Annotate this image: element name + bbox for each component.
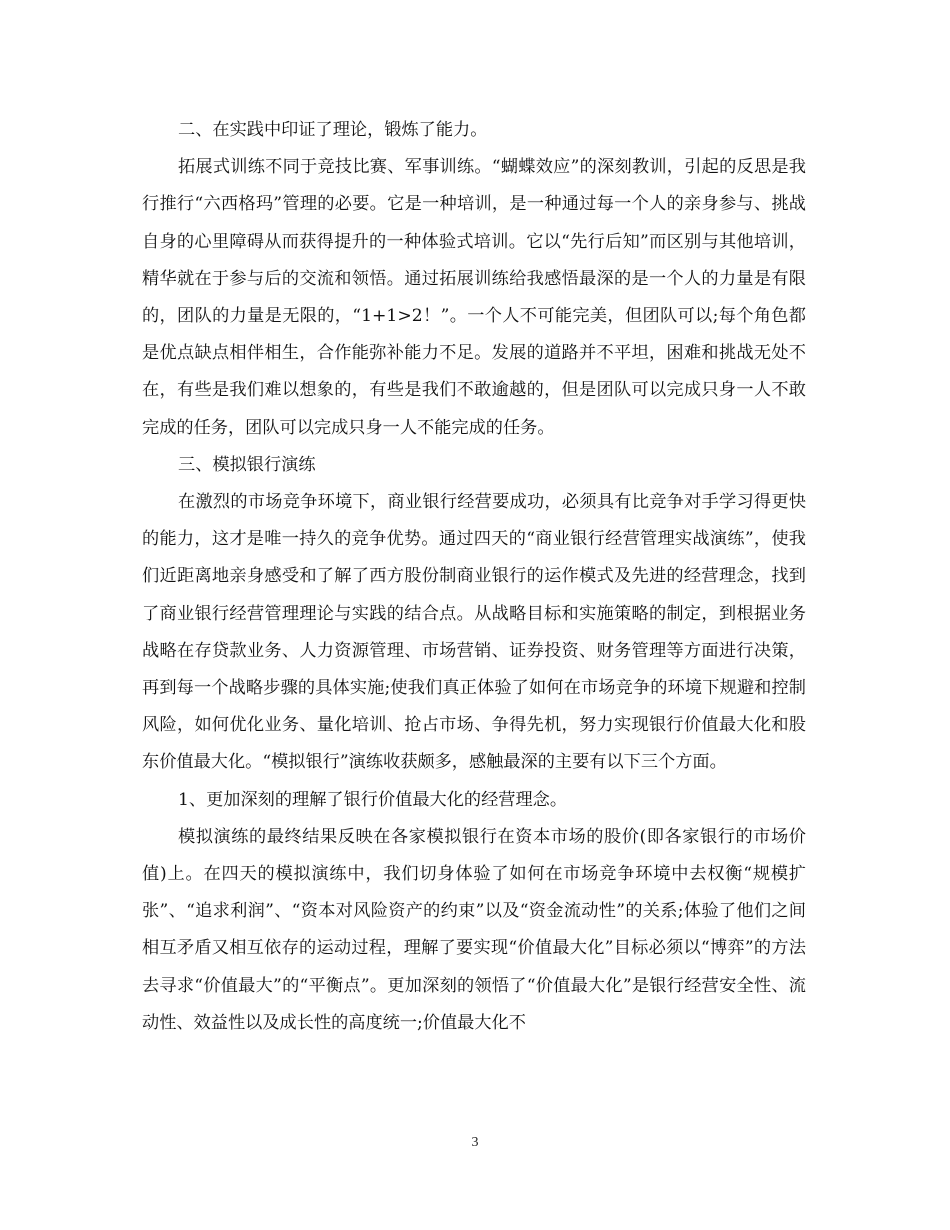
paragraph-simulated-banking: 在激烈的市场竞争环境下，商业银行经营要成功，必须具有比竞争对手学习得更快的能力，这才是唯一持久的竞争优势。通过四天的“商业银行经营管理实战演练”，使我们近距离地亲身感受和了解了西方股份制商业银行的运作模式及先进的经营理念，找到了商业银行经营管理理论与实践的结合点。从战略目标和实施策略的制定，到根据业务战略在存贷款业务、人力资源管理、市场营销、证券投资、财务管理等方面进行决策，再到每一个战略步骤的具体实施;使我们真正体验了如何在市场竞争的环境下规避和控制风险，如何优化业务、量化培训、抢占市场、争得先机，努力实现银行价值最大化和股东价值最大化。“模拟银行”演练收获颇多，感触最深的主要有以下三个方面。 [142, 492, 806, 773]
page-number: 3 [471, 1135, 479, 1150]
paragraph-value-maximization: 模拟演练的最终结果反映在各家模拟银行在资本市场的股价(即各家银行的市场价值)上。在四天的模拟演练中，我们切身体验了如何在市场竞争环境中去权衡“规模扩张”、“追求利润”、“资本对风险资产的约束”以及“资金流动性”的关系;体验了他们之间相互矛盾又相互依存的运动过程，理解了要实现“价值最大化”目标必须以“博弈”的方法去寻求“价值最大”的“平衡点”。更加深刻的领悟了“价值最大化”是银行经营安全性、流动性、效益性以及成长性的高度统一;价值最大化不 [142, 826, 806, 1033]
paragraph-expansion-training: 拓展式训练不同于竞技比赛、军事训练。“蝴蝶效应”的深刻教训，引起的反思是我行推行“六西格玛”管理的必要。它是一种培训，是一种通过每一个人的亲身参与、挑战自身的心里障碍从而获得提升的一种体验式培训。它以“先行后知”而区别与其他培训，精华就在于参与后的交流和领悟。通过拓展训练给我感悟最深的是一个人的力量是有限的，团队的力量是无限的，“1+1>2！”。一个人不可能完美，但团队可以;每个角色都是优点缺点相伴相生，合作能弥补能力不足。发展的道路并不平坦，困难和挑战无处不在，有些是我们难以想象的，有些是我们不敢逾越的，但是团队可以完成只身一人不敢完成的任务，团队可以完成只身一人不能完成的任务。 [142, 157, 806, 438]
section-heading-three: 三、模拟银行演练 [178, 454, 316, 475]
section-heading-two: 二、在实践中印证了理论，锻炼了能力。 [178, 120, 488, 140]
subsection-heading-one: 1、更加深刻的理解了银行价值最大化的经营理念。 [178, 789, 568, 810]
document-body [142, 112, 806, 1042]
